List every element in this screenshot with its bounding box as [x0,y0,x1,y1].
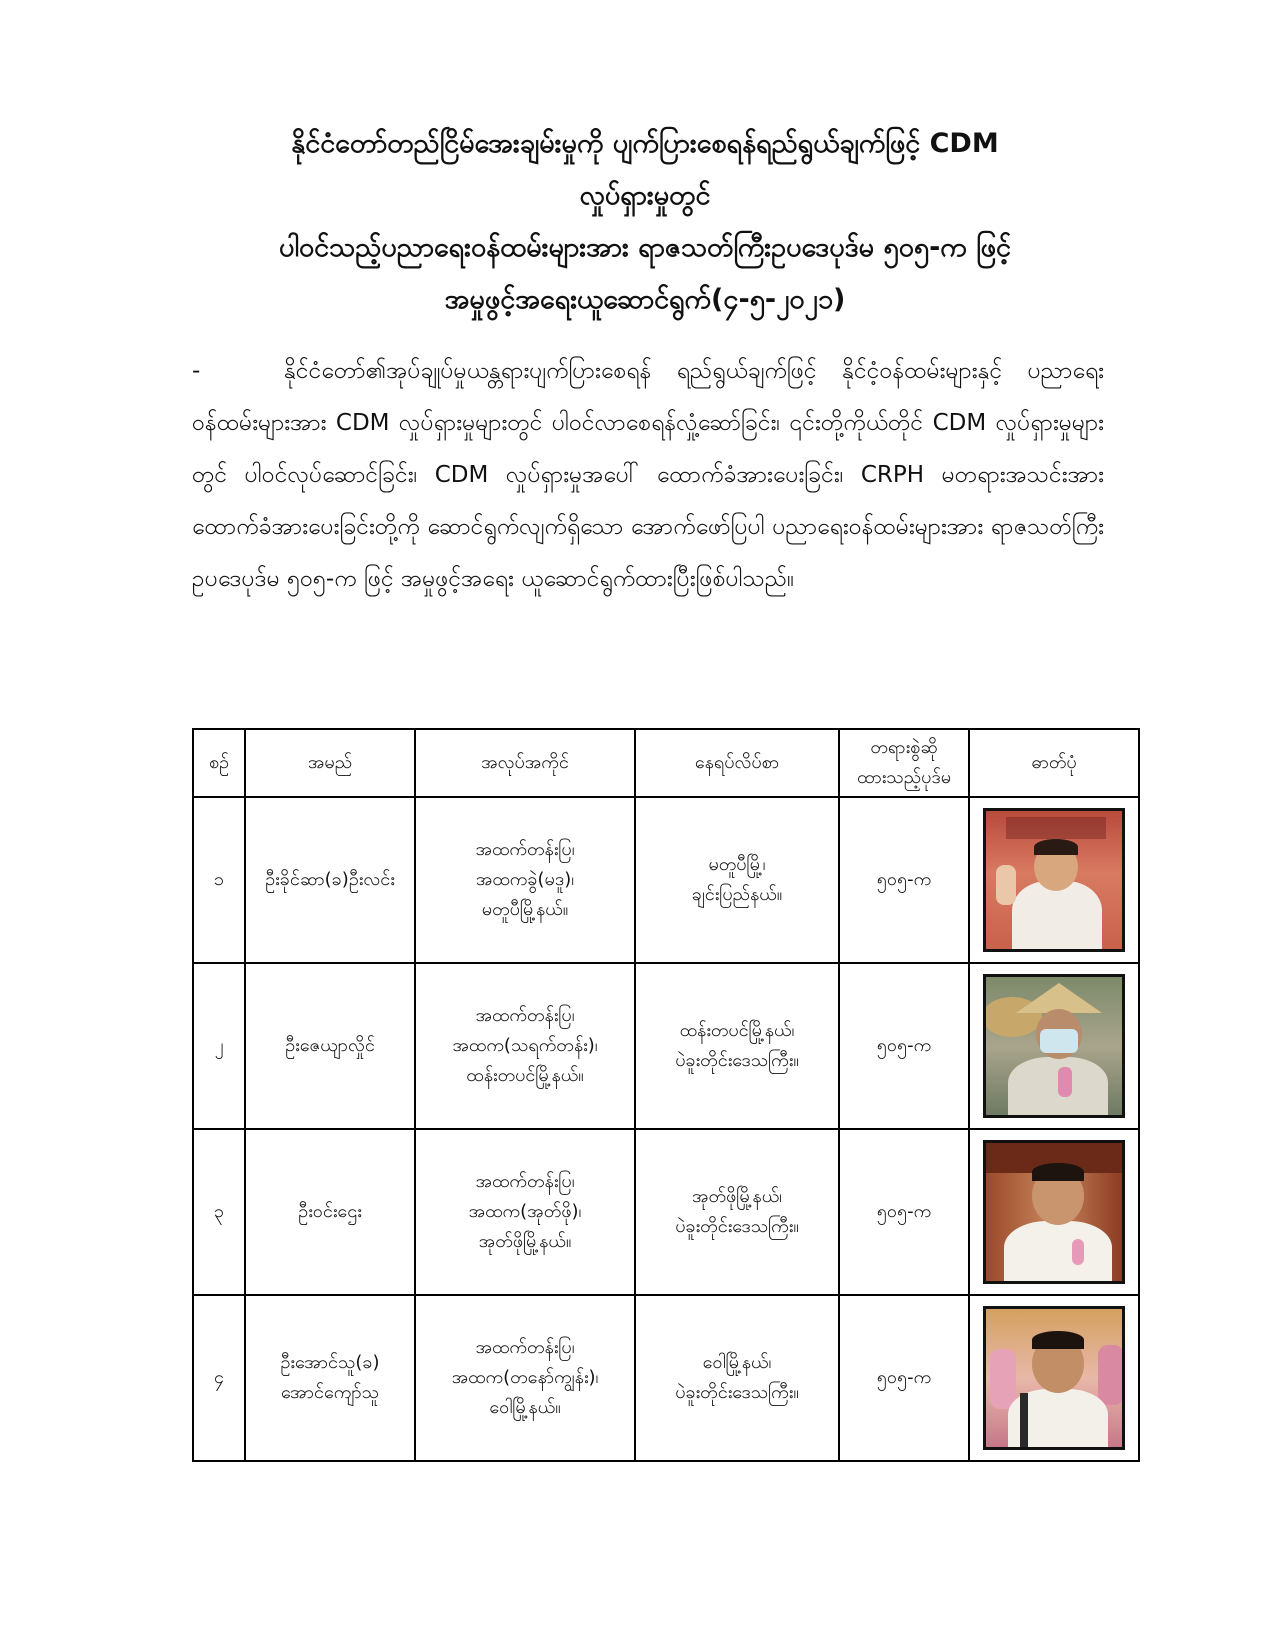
row-position-line: အထက်တန်းပြ၊ [475,1005,575,1026]
person-photo [983,1306,1125,1450]
row-position-line: မတူပီမြို့နယ်။ [481,899,569,920]
row-name [245,797,415,963]
row-position-line: အထကခွဲ(မဒူ)၊ [475,869,575,890]
row-position-line: အထက်တန်းပြ၊ [475,839,575,860]
row-address [635,963,839,1129]
header-no: စဉ် [193,729,245,797]
row-no: ၄ [193,1295,245,1461]
row-position [415,1295,635,1461]
row-photo-cell [969,1295,1139,1461]
row-position-line: ဝေါမြို့နယ်။ [489,1397,561,1418]
row-section: ၅၀၅-က [839,1295,969,1461]
row-section: ၅၀၅-က [839,1129,969,1295]
row-photo-cell [969,963,1139,1129]
row-address-line: ထန်းတပင်မြို့နယ်၊ [679,1020,795,1041]
header-section-line-2: ထားသည့်ပုဒ်မ [856,767,952,788]
table-row [193,963,1139,1129]
row-no: ၁ [193,797,245,963]
person-photo [983,1140,1125,1284]
row-name-line: ဦးခိုင်ဆာ(ခ)ဦးလင်း [265,869,395,890]
row-photo-cell [969,1129,1139,1295]
header-section-line-1: တရားစွဲဆို [870,737,938,758]
body-paragraph [192,345,1104,605]
table-row [193,1295,1139,1461]
row-position-line: အထက(သရက်တန်း)၊ [452,1035,598,1056]
row-name [245,1295,415,1461]
row-position [415,797,635,963]
row-name [245,1129,415,1295]
body-dash: - [192,358,201,384]
row-address-line: ပဲခူးတိုင်းဒေသကြီး။ [675,1050,799,1071]
row-name-line: ဦးဇေယျာလှိုင် [285,1035,375,1056]
row-address [635,1295,839,1461]
row-address [635,1129,839,1295]
row-position-line: အုတ်ဖိုမြို့နယ်။ [478,1231,572,1252]
body-text: နိုင်ငံတော်၏အုပ်ချုပ်မှုယန္တရားပျက်ပြားစေရန် ရည်ရွယ်ချက်ဖြင့် နိုင်ငံ့ဝန်ထမ်းများနှင့် ပညာရေးဝန်ထမ်းများအား CDM လှုပ်ရှားမှုများတွင် ပါဝင်လာစေရန်လှုံ့ဆော်ခြင်း၊ ၎င်းတို့ကိုယ်တိုင် CDM လှုပ်ရှားမှုများတွင် ပါဝင်လုပ်ဆောင်ခြင်း၊ CDM လှုပ်ရှားမှုအပေါ် ထောက်ခံအားပေးခြင်း၊ CRPH မတရားအသင်းအား ထောက်ခံအားပေးခြင်းတို့ကို ဆောင်ရွက်လျက်ရှိသော အောက်ဖော်ပြပါ ပညာရေးဝန်ထမ်းများအား ရာဇသတ်ကြီး ဥပဒေပုဒ်မ ၅၀၅-က ဖြင့် အမှုဖွင့်အရေး ယူဆောင်ရွက်ထားပြီးဖြစ်ပါသည်။ [192,358,1104,592]
row-address-line: ပဲခူးတိုင်းဒေသကြီး။ [675,1216,799,1237]
row-photo-cell [969,797,1139,963]
title-line-1: နိုင်ငံတော်တည်ငြိမ်အေးချမ်းမှုကို ပျက်ပြားစေရန်ရည်ရွယ်ချက်ဖြင့် CDM [291,128,999,159]
header-photo: ဓာတ်ပုံ [969,729,1139,797]
row-no: ၂ [193,963,245,1129]
row-position-line: အထက်တန်းပြ၊ [475,1337,575,1358]
row-no: ၃ [193,1129,245,1295]
header-address: နေရပ်လိပ်စာ [635,729,839,797]
row-position-line: အထက(အုတ်ဖို)၊ [468,1201,582,1222]
table-header-row [193,729,1139,797]
person-photo [983,974,1125,1118]
people-table [192,728,1140,1462]
row-position-line: အထက်တန်းပြ၊ [475,1171,575,1192]
row-address-line: မတူပီမြို့၊ [708,854,766,875]
row-section: ၅၀၅-က [839,963,969,1129]
row-section: ၅၀၅-က [839,797,969,963]
row-address-line: အုတ်ဖိုမြို့နယ်၊ [691,1186,783,1207]
row-address [635,797,839,963]
row-name-line: ဦးအောင်သူ(ခ) [280,1352,380,1373]
header-name: အမည် [245,729,415,797]
title-line-3: ပါဝင်သည့်ပညာရေးဝန်ထမ်းများအား ရာဇသတ်ကြီးဥပဒေပုဒ်မ ၅၀၅-က ဖြင့် [278,232,1012,263]
header-section [839,729,969,797]
row-name [245,963,415,1129]
person-photo [983,808,1125,952]
row-address-line: ပဲခူးတိုင်းဒေသကြီး။ [675,1382,799,1403]
row-position [415,963,635,1129]
row-address-line: ဝေါမြို့နယ်၊ [702,1352,772,1373]
document-title [180,118,1110,326]
title-line-2: လှုပ်ရှားမှုတွင် [579,180,711,211]
title-line-4: အမှုဖွင့်အရေးယူဆောင်ရွက်(၄-၅-၂၀၂၁) [444,284,846,315]
row-address-line: ချင်းပြည်နယ်။ [691,884,783,905]
table-row [193,797,1139,963]
row-position [415,1129,635,1295]
row-position-line: ထန်းတပင်မြို့နယ်။ [466,1065,584,1086]
row-position-line: အထက(တနော်ကျွန်း)၊ [451,1367,599,1388]
row-name-line: အောင်ကျော်သူ [280,1382,379,1403]
header-position: အလုပ်အကိုင် [415,729,635,797]
row-name-line: ဦးဝင်းဌေး [298,1201,362,1222]
table-row [193,1129,1139,1295]
